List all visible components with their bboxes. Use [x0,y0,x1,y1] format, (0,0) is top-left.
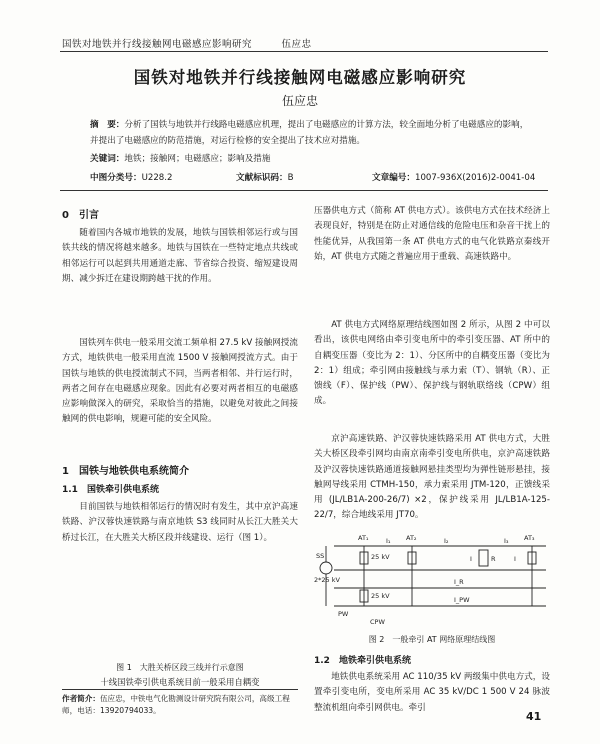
section-0-paragraph-1: 随着国内各城市地铁的发展，地铁与国铁相邻运行或与国铁共线的情况将越来越多。地铁与国铁在一些特定地点共线或相邻运行可以起到共用通道走廊、节省综合投资、缩短建设周期、减少拆迁在建设期跨越干扰的作用。 [62,228,298,284]
header-rule [60,51,548,52]
author-footnote [62,693,298,717]
kv-bottom-label: 25 kV [371,592,390,600]
keywords-label: 关键词： [90,154,125,164]
current-i3-label: I₃ [504,537,509,545]
figure-1-following-text: 十线国铁牵引供电系统目前一般采用自耦变 [100,677,260,687]
clc-number [90,171,172,183]
rail-current-label: I_R [454,578,464,586]
rail-r-label: R [491,555,496,563]
load-current-label: I [470,555,472,563]
right-paragraph-2: AT 供电方式网络原理结线图如图 2 所示，从图 2 中可以看出，该供电网络由牵引变电所中的牵引变压器、AT 所中的自耦变压器（变比为 2：1）、分区所中的自耦变压器（变比为 2：1）组成；牵引网由接触线与承力索（T）、钢轨（R）、正馈线（F）、保护线（PW）、保护线与钢轨联络线（CPW）组成。 [314,320,550,407]
kv-top-label: 25 kV [371,553,390,561]
running-header-title: 国铁对地铁并行线接触网电磁感应影响研究 [62,39,253,50]
section-1-heading: 1 国铁与地铁供电系统简介 [62,466,189,477]
pw-label: PW [338,610,349,618]
current-i1-label: I₁ [386,537,391,545]
section-0-paragraph-2: 国铁列车供电一般采用交流工频单相 27.5 kV 接触网授流方式，地铁供电一般采用直流 1500 V 接触网授流方式。由于国铁与地铁的供电授流制式不同，当两者相邻、并行运行时，两者之间存在电磁感应现象。因此有必要对两者相互的电磁感应影响做深入的研究，采取恰当的措施，以避免对彼此之间接触网的供电影响，规避可能的安全风险。 [62,338,298,425]
section-1-1-heading: 1.1 国铁牵引供电系统 [62,485,159,495]
section-0-heading: 0 引言 [62,210,99,221]
doccode-label: 文献标识码： [236,173,288,183]
article-label: 文章编号： [372,173,415,183]
abstract [90,118,532,149]
section-1-2-heading: 1.2 地铁牵引供电系统 [314,656,411,666]
abstract-label: 摘 要： [90,120,125,130]
feeder-current-label: I [514,555,516,563]
keywords-text: 地铁；接触网；电磁感应；影响及措施 [124,154,271,164]
document-code [236,171,293,183]
right-paragraph-1: 压器供电方式（简称 AT 供电方式）。该供电方式在技术经济上表现良好，特别是在防止对通信线的危险电压和杂音干扰上的性能优异，从我国第一条 AT 供电方式的电气化铁路京秦线开始，AT 供电方式随之普遍应用于重载、高速铁路中。 [314,206,550,262]
running-header-author: 伍应忠 [281,39,312,50]
keywords [90,152,532,164]
figure-1-caption: 图 1 大胜关桥区段三线并行示意图 [116,663,244,672]
running-header [62,36,312,50]
ss-label: SS [316,552,325,560]
right-paragraph-3: 京沪高速铁路、沪汉蓉快速铁路采用 AT 供电方式，大胜关大桥区段牵引网均由南京南牵引变电所供电，京沪高速铁路及沪汉蓉快速铁路通道接触网悬挂类型均为弹性链形悬挂，接触网导线采用 CTMH-150，承力索采用 JTM-120，正馈线采用 (JL/LB1A-200-26/7) ×2，保护线采用 JL/LB1A-125-22/7，综合地线采用 JT70。 [314,434,550,521]
load-symbol [479,550,488,566]
figure-2-diagram [314,528,550,628]
doccode-value: B [287,173,294,183]
meta-rule [60,190,548,191]
figure-2-caption: 图 2 一般牵引 AT 网络原理结线图 [368,635,496,644]
clc-label: 中图分类号： [90,173,142,183]
article-number [372,171,535,183]
paper-title: 国铁对地铁并行线接触网电磁感应影响研究 [133,68,467,87]
abstract-text: 分析了国铁与地铁并行线路电磁感应机理，提出了电磁感应的计算方法，较全面地分析了电磁感应的影响，并提出了电磁感应的防范措施，对运行检修的安全提出了技术应对措施。 [90,120,529,146]
section-1-1-paragraph-1: 目前国铁与地铁相邻运行的情况时有发生，其中京沪高速铁路、沪汉蓉快速铁路与南京地铁 S3 线同时从长江大胜关大桥过长江，在大胜关大桥区段并线建设、运行（图 1）。 [62,502,298,543]
at3-label: AT₃ [524,534,535,542]
cpw-label: CPW [370,618,385,626]
current-i2-label: I₂ [444,537,449,545]
page-number: 41 [526,710,542,723]
footnote-label: 作者简介： [62,694,100,703]
footnote-text: 伍应忠，中铁电气化勘测设计研究院有限公司，高级工程师，电话：13920794033。 [62,694,290,715]
footnote-rule [62,689,298,690]
pw-current-label: I_PW [454,596,470,604]
article-value: 1007-936X(2016)2-0041-04 [414,173,536,183]
clc-value: U228.2 [141,173,173,183]
at1-label: AT₁ [358,534,369,542]
paper-author: 伍应忠 [281,94,318,108]
section-1-2-paragraph-1: 地铁供电系统采用 AC 110/35 kV 两级集中供电方式，设置牵引变电所，变电所采用 AC 35 kV/DC 1 500 V 24 脉波整流机组向牵引网供电。牵引 [314,672,550,713]
source-label: 2*25 kV [314,576,340,584]
source-symbol [320,562,332,574]
at2-label: AT₂ [406,534,417,542]
